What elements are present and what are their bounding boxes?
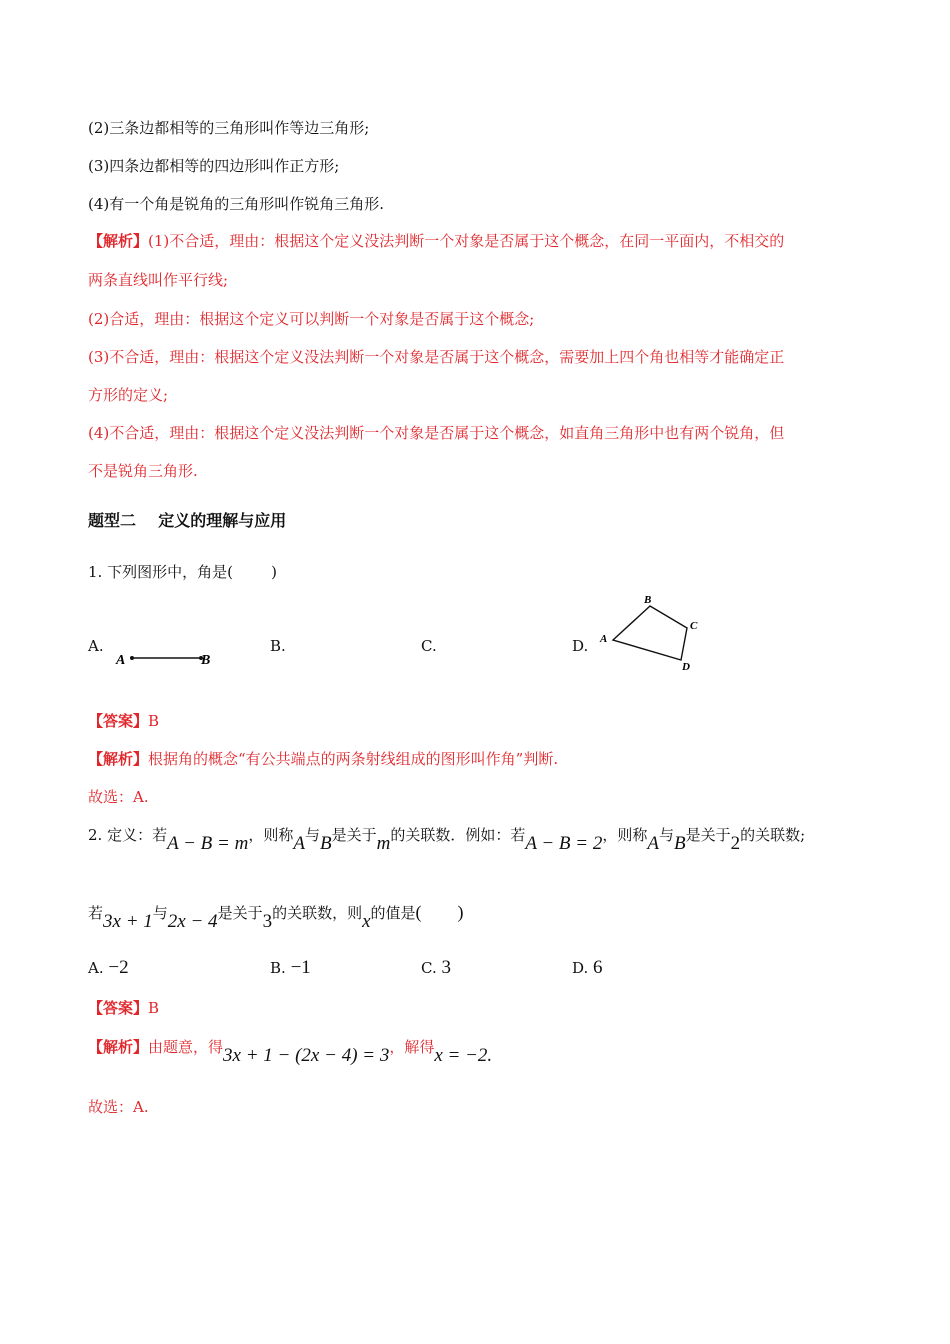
q2-stem-line-1 <box>88 825 806 854</box>
math: 2 <box>730 833 741 854</box>
math: x <box>362 911 371 932</box>
answer-value: B <box>148 999 160 1017</box>
math: 3x + 1 <box>103 911 153 932</box>
math: A <box>293 833 305 854</box>
analysis-line-1 <box>88 231 784 251</box>
math: 3 <box>262 911 273 932</box>
analysis-line-5: 方形的定义; <box>88 386 169 404</box>
q2-option-b <box>270 958 311 978</box>
q1-option-b-label: B. <box>270 637 286 655</box>
option-label: C. <box>421 959 437 977</box>
text: ，则称 <box>602 826 648 844</box>
q1-stem: 1. 下列图形中，角是( ) <box>88 563 277 581</box>
analysis-text: 由题意，得 <box>148 1038 224 1056</box>
quad-label-a: A <box>600 633 608 645</box>
option-value: −1 <box>290 957 311 978</box>
analysis-equation: 3x + 1 − (2x − 4) = 3 <box>223 1045 390 1066</box>
option-value: −2 <box>108 957 129 978</box>
q2-conclusion: 故选：A. <box>88 1098 149 1116</box>
analysis-tag: 【解析】 <box>88 232 149 250</box>
q1-option-d-label: D. <box>572 637 589 655</box>
q1-option-a-label: A. <box>88 637 104 655</box>
q2-stem-line-2 <box>88 902 464 932</box>
q1-answer <box>88 711 159 731</box>
quad-label-b: B <box>644 594 652 606</box>
math: 2x − 4 <box>167 911 218 932</box>
text: 的关联数．例如：若 <box>390 826 526 844</box>
option-value: 6 <box>593 957 603 978</box>
q2-analysis <box>88 1037 493 1066</box>
segment-label-b: B <box>201 653 211 668</box>
option-label: A. <box>88 959 104 977</box>
q2-option-a <box>88 958 129 978</box>
analysis-tag: 【解析】 <box>88 750 149 768</box>
option-value: 3 <box>441 957 451 978</box>
analysis-text: (1)不合适，理由：根据这个定义没法判断一个对象是否属于这个概念，在同一平面内，不相交的 <box>148 232 785 250</box>
math: A <box>647 833 659 854</box>
q1-conclusion: 故选：A. <box>88 788 149 806</box>
text: 2. 定义：若 <box>88 826 168 844</box>
analysis-line-6: (4)不合适，理由：根据这个定义没法判断一个对象是否属于这个概念，如直角三角形中也有两个锐角，但 <box>88 424 785 442</box>
answer-tag: 【答案】 <box>88 712 149 730</box>
text: 与 <box>658 826 674 844</box>
math: A − B = 2 <box>525 833 603 854</box>
text: 与 <box>152 904 168 922</box>
math: B <box>319 833 332 854</box>
text: 是关于 <box>685 826 731 844</box>
analysis-text: 根据角的概念“有公共端点的两条射线组成的图形叫作角”判断. <box>148 750 559 768</box>
quad-label-c: C <box>690 620 698 632</box>
analysis-line-3: (2)合适，理由：根据这个定义可以判断一个对象是否属于这个概念; <box>88 310 535 328</box>
text: 的关联数; <box>740 826 806 844</box>
option-label: D. <box>572 959 589 977</box>
blank-paren: ( ) <box>415 902 464 922</box>
q2-option-d <box>572 958 603 978</box>
answer-tag: 【答案】 <box>88 999 149 1017</box>
q2-answer <box>88 998 159 1018</box>
analysis-line-4: (3)不合适，理由：根据这个定义没法判断一个对象是否属于这个概念，需要加上四个角也相等才能确定正 <box>88 348 785 366</box>
segment-label-a: A <box>116 653 126 668</box>
text: 是关于 <box>217 904 263 922</box>
math: B <box>674 833 686 854</box>
q1-option-c-label: C. <box>421 637 437 655</box>
text: ，则称 <box>248 826 294 844</box>
analysis-line-7: 不是锐角三角形. <box>88 462 198 480</box>
math: m <box>376 833 391 854</box>
segment-endpoint-a <box>130 656 134 660</box>
section-title: 题型二 定义的理解与应用 <box>88 511 287 530</box>
option-label: B. <box>270 959 286 977</box>
analysis-result: x = −2. <box>434 1045 493 1066</box>
analysis-text: ，解得 <box>389 1038 435 1056</box>
text: 若 <box>88 904 104 922</box>
q1-option-a-figure <box>108 646 223 672</box>
text: 的值是 <box>370 904 416 922</box>
q1-analysis <box>88 749 558 769</box>
analysis-tag: 【解析】 <box>88 1038 149 1056</box>
list-item-3: (3)四条边都相等的四边形叫作正方形; <box>88 157 340 175</box>
q1-option-d-figure <box>595 588 710 673</box>
text: 是关于 <box>331 826 377 844</box>
analysis-line-2: 两条直线叫作平行线; <box>88 271 229 289</box>
list-item-2: (2)三条边都相等的三角形叫作等边三角形; <box>88 119 370 137</box>
answer-value: B <box>148 712 160 730</box>
text: 的关联数，则 <box>272 904 363 922</box>
quadrilateral <box>613 606 687 660</box>
q2-option-c <box>421 958 451 978</box>
text: 与 <box>304 826 320 844</box>
quad-label-d: D <box>682 661 690 673</box>
list-item-4: (4)有一个角是锐角的三角形叫作锐角三角形. <box>88 195 385 213</box>
math: A − B = m <box>167 833 249 854</box>
